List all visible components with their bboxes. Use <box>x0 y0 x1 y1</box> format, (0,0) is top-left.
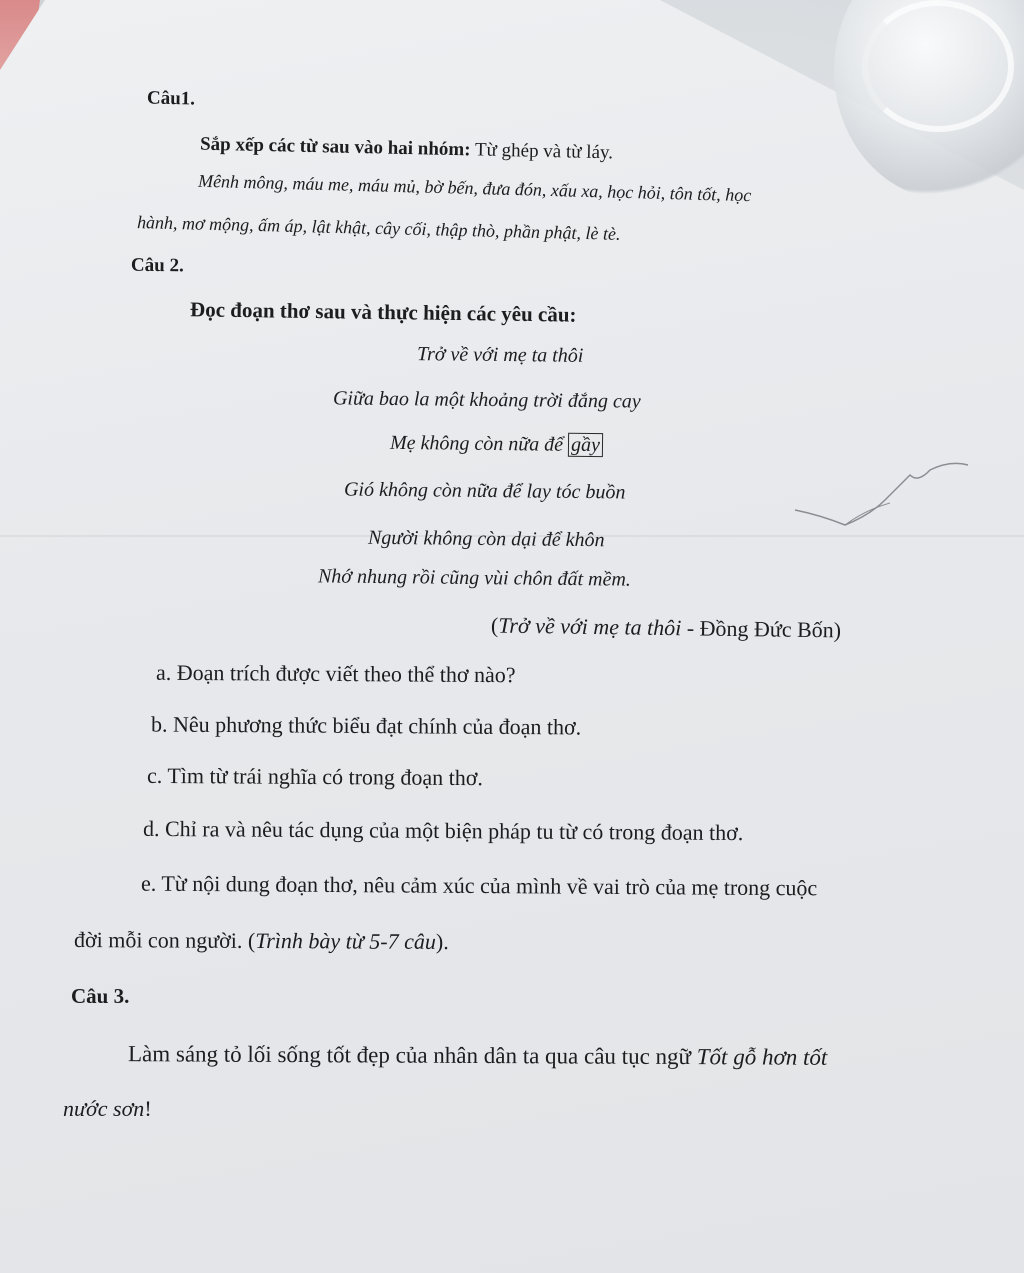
question-d: d. Chỉ ra và nêu tác dụng của một biện pháp tu từ có trong đoạn thơ. <box>142 815 744 846</box>
q1-instruction-rest: Từ ghép và từ láy. <box>470 139 614 164</box>
q1-heading: Câu1. <box>146 87 196 110</box>
poem-source <box>491 613 841 644</box>
question-e-line2-text: đời mỗi con người. ( <box>73 927 256 953</box>
q3-line2 <box>63 1096 152 1122</box>
poem-line-4: Gió không còn nữa để lay tóc buồn <box>343 478 626 504</box>
poem-line-6: Nhớ nhung rồi cũng vùi chôn đất mềm. <box>317 565 631 591</box>
poem-source-title: Trở về với mẹ ta thôi <box>498 612 682 641</box>
poem-source-open: ( <box>490 612 499 638</box>
question-b: b. Nêu phương thức biểu đạt chính của đoạn thơ. <box>150 711 582 740</box>
question-e-line2 <box>74 927 449 955</box>
q3-line1-text: Làm sáng tỏ lối sống tốt đẹp của nhân dân ta qua câu tục ngữ <box>127 1041 697 1070</box>
q1-words-line1: Mênh mông, máu me, máu mủ, bờ bến, đưa đón, xấu xa, học hỏi, tôn tốt, học <box>197 170 752 206</box>
poem-line-3-text: Mẹ không còn nữa để <box>389 431 569 456</box>
q3-line2-end: ! <box>144 1096 152 1121</box>
boxed-word: gầy <box>568 433 603 457</box>
question-c: c. Tìm từ trái nghĩa có trong đoạn thơ. <box>146 762 484 791</box>
q1-words-line2: hành, mơ mộng, ấm áp, lật khật, cây cối, thập thò, phần phật, lè tè. <box>136 212 621 244</box>
q2-instruction: Đọc đoạn thơ sau và thực hiện các yêu cầu: <box>189 297 577 327</box>
q2-heading: Câu 2. <box>130 254 184 277</box>
poem-line-5: Người không còn dại để khôn <box>367 526 605 552</box>
question-e-line1: e. Từ nội dung đoạn thơ, nêu cảm xúc của mình về vai trò của mẹ trong cuộc <box>140 870 818 901</box>
q3-line1-italic: Tốt gỗ hơn tốt <box>696 1044 828 1070</box>
pen-scribble <box>790 455 980 545</box>
question-a: a. Đoạn trích được viết theo thể thơ nào? <box>155 659 516 688</box>
q3-line1 <box>128 1041 827 1071</box>
question-e-line2-end: ). <box>435 928 449 954</box>
poem-source-author: - Đồng Đức Bốn) <box>681 615 842 643</box>
poem-line-2: Giữa bao la một khoảng trời đắng cay <box>332 387 641 413</box>
glass-rim <box>862 0 1014 132</box>
q3-line2-italic: nước sơn <box>63 1096 145 1121</box>
question-e-line2-italic: Trình bày từ 5-7 câu <box>255 927 436 954</box>
q3-heading: Câu 3. <box>71 984 130 1008</box>
poem-line-3 <box>390 432 603 457</box>
poem-line-1: Trở về với mẹ ta thôi <box>416 343 584 367</box>
q1-instruction: Sắp xếp các từ sau vào hai nhóm: <box>199 133 471 161</box>
